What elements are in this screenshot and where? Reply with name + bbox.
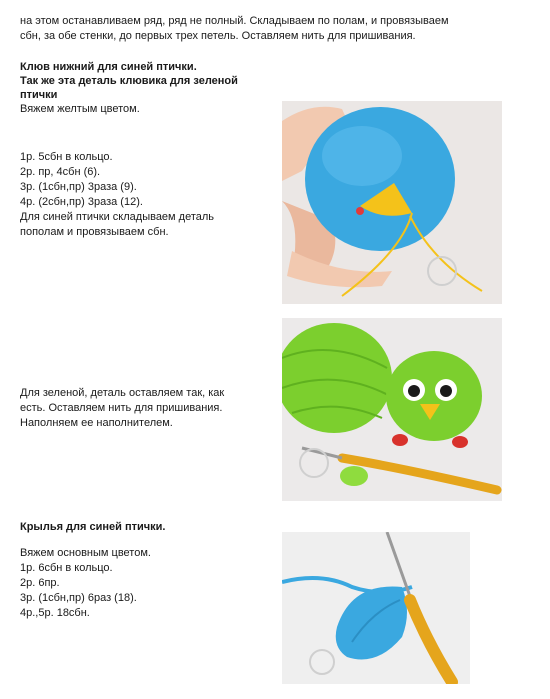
step-line: 4р.,5р. 18сбн. bbox=[20, 607, 90, 619]
intro-line: на этом останавливаем ряд, ряд не полный. Складываем по полам, и провязываем bbox=[20, 15, 449, 27]
text-line: Для зеленой, деталь оставляем так, как bbox=[20, 387, 225, 399]
beak-subtitle: Вяжем желтым цветом. bbox=[20, 103, 140, 115]
step-line: 3р. (1сбн,пр) 3раза (9). bbox=[20, 181, 137, 193]
beak-title: Клюв нижний для синей птички. bbox=[20, 61, 197, 73]
intro-paragraph bbox=[20, 14, 535, 44]
step-line: 4р. (2сбн,пр) 3раза (12). bbox=[20, 196, 143, 208]
text-line: есть. Оставляем нить для пришивания. bbox=[20, 402, 223, 414]
beak-steps bbox=[20, 150, 270, 240]
wings-subtitle: Вяжем основным цветом. bbox=[20, 547, 151, 559]
step-line: 1р. 5сбн в кольцо. bbox=[20, 151, 113, 163]
green-bird-text bbox=[20, 386, 270, 431]
wings-steps bbox=[20, 546, 270, 621]
step-line: 2р. 6пр. bbox=[20, 577, 60, 589]
intro-line: сбн, за обе стенки, до первых трех петель. Оставляем нить для пришивания. bbox=[20, 30, 416, 42]
beak-section-header bbox=[20, 60, 270, 117]
note-line: пополам и провязываем сбн. bbox=[20, 226, 169, 238]
step-line: 3р. (1сбн,пр) 6раз (18). bbox=[20, 592, 137, 604]
wings-title: Крылья для синей птички. bbox=[20, 521, 166, 533]
step-line: 1р. 6сбн в кольцо. bbox=[20, 562, 113, 574]
green-bird-photo bbox=[282, 318, 502, 501]
step-line: 2р. пр, 4сбн (6). bbox=[20, 166, 101, 178]
note-line: Для синей птички складываем деталь bbox=[20, 211, 215, 223]
blue-bird-photo bbox=[282, 101, 502, 304]
blue-wing-photo bbox=[282, 532, 470, 684]
beak-title-green: Так же эта деталь клювика для зеленой птички bbox=[20, 75, 238, 101]
text-line: Наполняем ее наполнителем. bbox=[20, 417, 173, 429]
